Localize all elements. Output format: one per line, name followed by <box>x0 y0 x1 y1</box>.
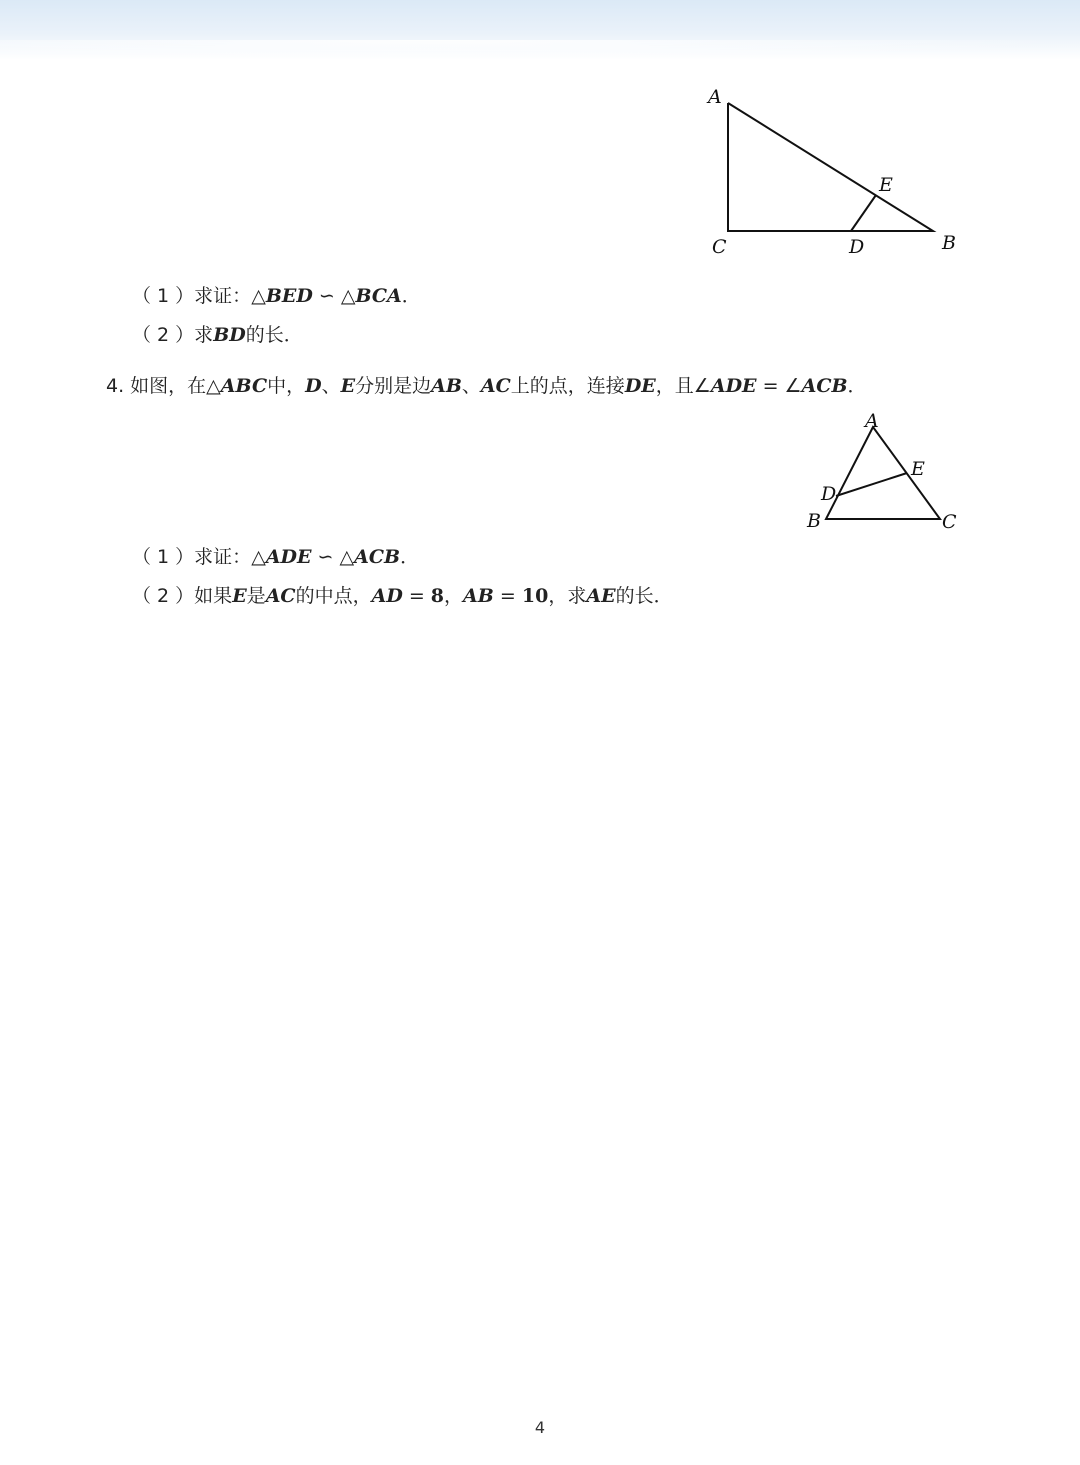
q3-part2: （ 2 ）求BD的长． <box>132 324 303 346</box>
label-b: B <box>807 510 821 532</box>
label-a: A <box>865 410 879 432</box>
label-c: C <box>942 511 957 533</box>
label-e: E <box>911 458 925 480</box>
header-band <box>0 0 1080 60</box>
figure-triangle-ade-acb <box>795 405 975 535</box>
label-d: D <box>821 483 837 505</box>
q4-stem: 4. 如图，在△ABC中，D、E分别是边AB、AC上的点，连接DE，且∠ADE = ∠ACB． <box>106 375 867 397</box>
q4-part1: （ 1 ）求证：△ADE ∽ △ACB． <box>132 546 420 568</box>
triangle-abc-outline <box>728 103 933 231</box>
figure-triangle-bed-bca <box>690 80 980 265</box>
label-a: A <box>708 86 722 108</box>
q4-part2: （ 2 ）如果E是AC的中点，AD = 8，AB = 10，求AE的长． <box>132 585 673 607</box>
label-b: B <box>942 232 956 254</box>
label-d: D <box>849 236 865 258</box>
label-c: C <box>712 236 727 258</box>
page-number: 4 <box>534 1418 546 1437</box>
segment-de <box>851 195 876 231</box>
q3-part1: （ 1 ）求证：△BED ∽ △BCA． <box>132 285 421 307</box>
label-e: E <box>879 174 893 196</box>
